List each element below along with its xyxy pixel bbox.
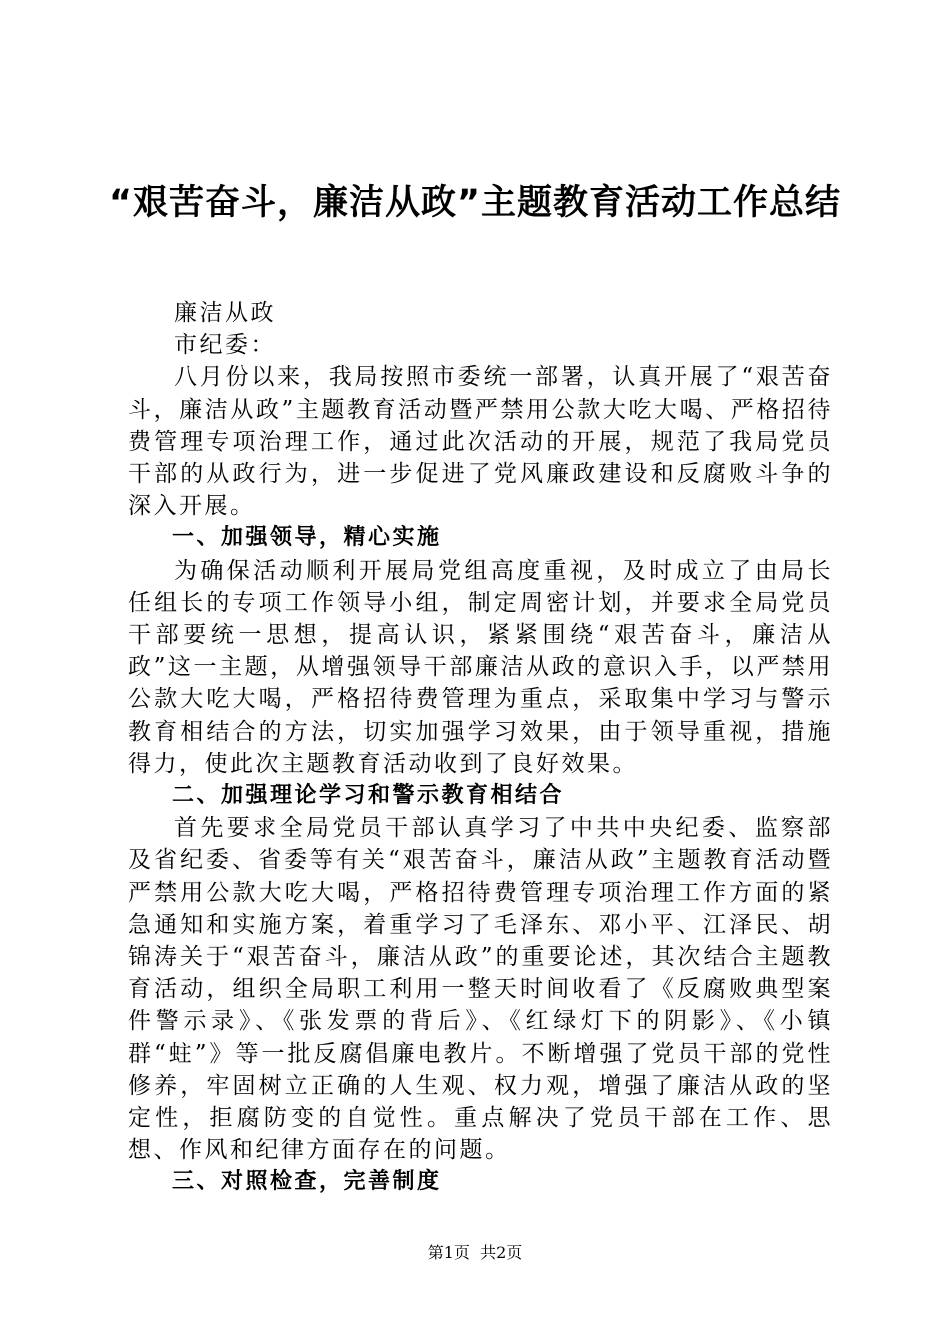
- section-2-paragraph: 首先要求全局党员干部认真学习了中共中央纪委、监察部及省纪委、省委等有关“艰苦奋斗，廉洁从政”主题教育活动暨严禁用公款大吃大喝，严格招待费管理专项治理工作方面的紧急通知和实施方案，着重学习了毛泽东、邓小平、江泽民、胡锦涛关于“艰苦奋斗，廉洁从政”的重要论述，其次结合主题教育活动，组织全局职工利用一整天时间收看了《反腐败典型案件警示录》、《张发票的背后》、《红绿灯下的阴影》、《小镇群“蛀”》等一批反腐倡廉电教片。不断增强了党员干部的党性修养，牢固树立正确的人生观、权力观，增强了廉洁从政的坚定性，拒腐防变的自觉性。重点解决了党员干部在工作、思想、作风和纪律方面存在的问题。: [128, 815, 833, 1164]
- page-footer: [0, 1243, 950, 1263]
- document-title: “艰苦奋斗，廉洁从政”主题教育活动工作总结: [108, 183, 841, 223]
- section-heading-2: 二、加强理论学习和警示教育相结合: [172, 783, 565, 809]
- section-1-paragraph: 为确保活动顺利开展局党组高度重视，及时成立了由局长任组长的专项工作领导小组，制定周密计划，并要求全局党员干部要统一思想，提高认识，紧紧围绕“艰苦奋斗，廉洁从政”这一主题，从增强领导干部廉洁从政的意识入手，以严禁用公款大吃大喝，严格招待费管理为重点，采取集中学习与警示教育相结合的方法，切实加强学习效果，由于领导重视，措施得力，使此次主题教育活动收到了良好效果。: [128, 557, 833, 777]
- section-heading-3: 三、对照检查，完善制度: [172, 1169, 442, 1195]
- document-body: [128, 297, 833, 1199]
- salutation-line: 廉洁从政: [174, 300, 276, 326]
- recipient-line: 市纪委：: [174, 332, 276, 359]
- intro-paragraph: 八月份以来，我局按照市委统一部署，认真开展了“艰苦奋斗，廉洁从政”主题教育活动暨严禁用公款大吃大喝、严格招待费管理专项治理工作，通过此次活动的开展，规范了我局党员干部的从政行为，进一步促进了党风廉政建设和反腐败斗争的深入开展。: [128, 364, 833, 520]
- page-total: 共2页: [480, 1243, 523, 1262]
- page-number: 第1页: [427, 1243, 470, 1262]
- section-heading-1: 一、加强领导，精心实施: [172, 525, 442, 551]
